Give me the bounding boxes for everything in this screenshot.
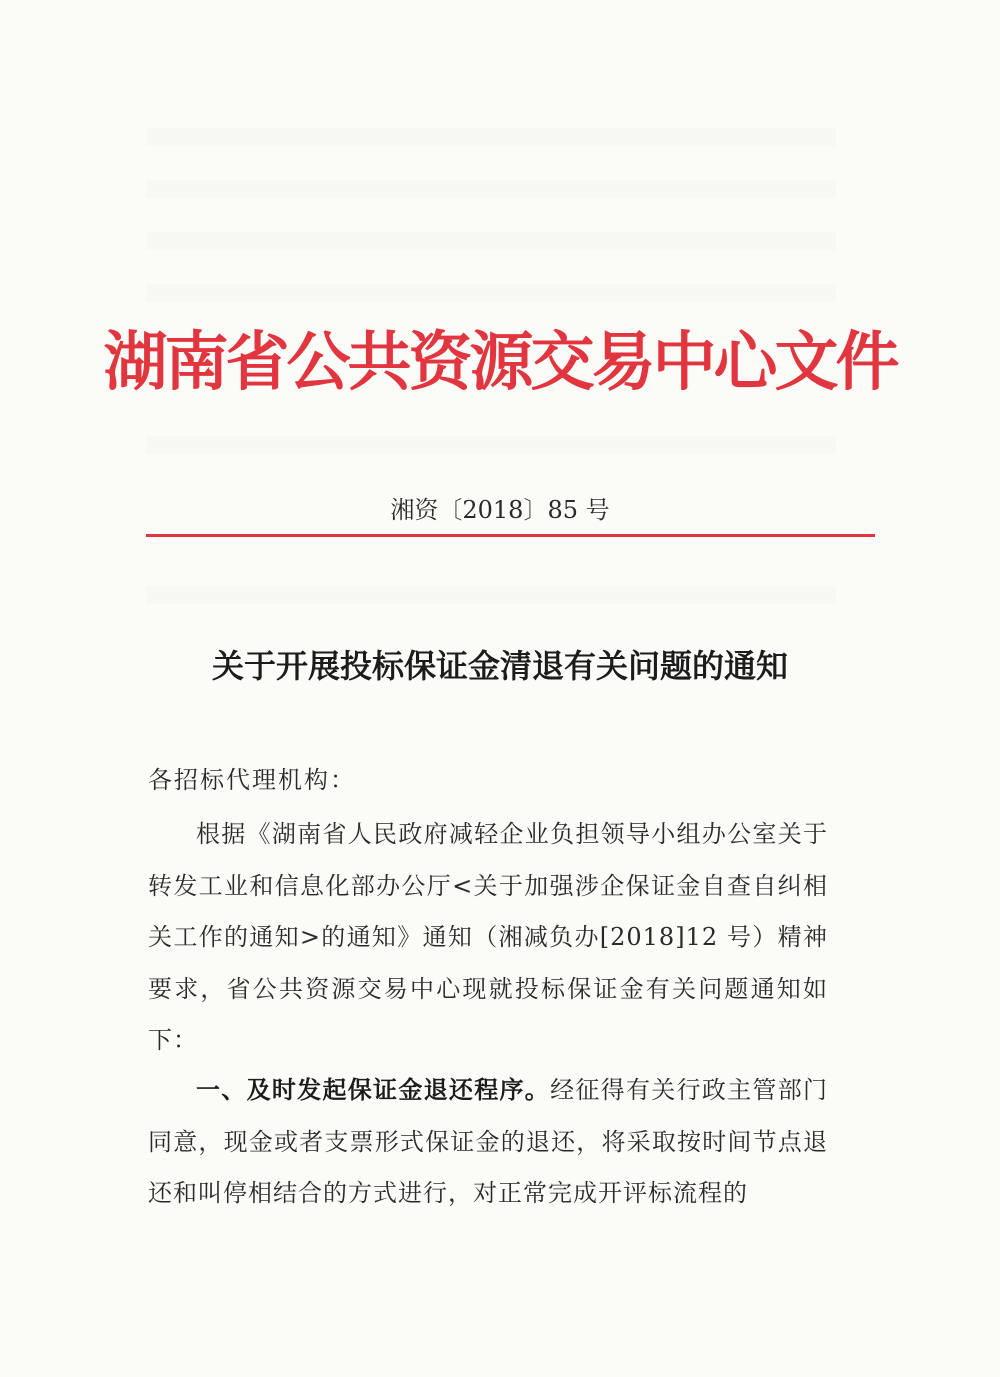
red-divider-line [146, 534, 875, 537]
show-through-band [146, 436, 836, 454]
document-number: 湘资〔2018〕85 号 [390, 496, 610, 524]
intro-paragraph: 根据《湖南省人民政府减轻企业负担领导小组办公室关于转发工业和信息化部办公厅<关于加强涉企保证金自查自纠相关工作的通知>的通知》通知（湘减负办[2018]12 号）精神要求，省公共资源交易中心现就投标保证金有关问题通知如下： [148, 820, 828, 1054]
document-header-title: 湖南省公共资源交易中心文件 [103, 326, 897, 400]
show-through-band [146, 232, 836, 250]
section-1-paragraph [148, 1065, 828, 1220]
addressee: 各招标代理机构： [148, 766, 356, 794]
notice-title: 关于开展投标保证金清退有关问题的通知 [211, 647, 788, 685]
show-through-band [146, 586, 836, 604]
section-1-heading: 一、及时发起保证金退还程序。 [196, 1076, 551, 1104]
show-through-band [146, 180, 836, 198]
show-through-band [146, 128, 836, 146]
show-through-band [146, 284, 836, 302]
section-1-text: 经征得有关行政主管部门同意，现金或者支票形式保证金的退还，将采取按时间节点退还和叫停相结合的方式进行，对正常完成开评标流程的 [148, 1076, 829, 1207]
